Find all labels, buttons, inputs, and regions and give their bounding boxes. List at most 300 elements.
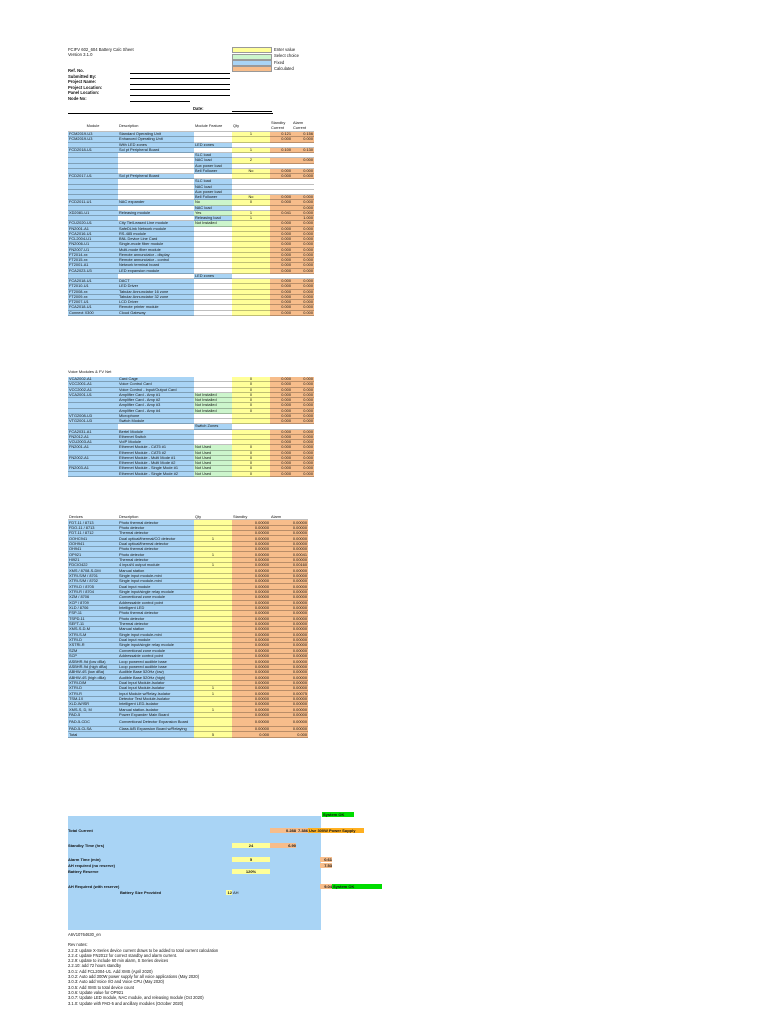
project-name-field[interactable] (130, 81, 230, 85)
module-feature: Bell Follower (194, 169, 232, 174)
module-description: Amplifier Card - Amp #2 (118, 398, 194, 403)
rev-note-line: 3.0.5: Add XMS to total device count (68, 984, 134, 990)
standby-current: 0.000 (270, 242, 292, 247)
device-description: Intelligent LED-Isolator (118, 702, 194, 707)
device-qty[interactable] (194, 718, 232, 727)
legend-swatch-choice (232, 54, 272, 60)
module-feature: NAC load (194, 158, 232, 163)
device-qty[interactable]: 5 (194, 732, 232, 737)
device-code: TSM-1X (68, 697, 118, 702)
module-description: LCD Driver (118, 300, 194, 305)
legend-swatch-calculated (232, 66, 272, 72)
device-code: XTRI-S/M / 8702 (68, 579, 118, 584)
alarm-current: 0.000 (292, 466, 314, 471)
col-qty: Qty (232, 120, 270, 132)
device-standby: 0.00000 (232, 595, 270, 600)
device-code: PAD-5-CLSA (68, 727, 118, 732)
alarm-current: 0.000 (292, 137, 314, 142)
ah-required-row (68, 884, 382, 889)
module-feature[interactable]: Not Installed (194, 398, 232, 403)
module-feature: Aux power load (194, 164, 232, 169)
device-code: PAD-5 (68, 713, 118, 718)
divider (68, 113, 273, 114)
alarm-current: 0.000 (292, 206, 314, 211)
device-alarm: 0.00000 (270, 579, 308, 584)
device-description: Photo thermal detector (118, 520, 194, 525)
device-code: FSP-11 (68, 611, 118, 616)
standby-current: 0.000 (270, 419, 292, 424)
module-code: FT2015-xx (68, 258, 118, 263)
alarm-current: 0.000 (292, 403, 314, 408)
col-description: Description (118, 120, 194, 132)
standby-current: 0.121 (270, 132, 292, 137)
standby-current: 0.000 (270, 263, 292, 268)
module-qty[interactable]: 2 (232, 158, 270, 163)
device-code: SCP (68, 654, 118, 659)
module-qty[interactable]: 0 (232, 456, 270, 461)
legend-swatch-enter (232, 47, 272, 53)
standby-current: 0.000 (270, 279, 292, 284)
device-alarm: 0.00000 (270, 617, 308, 622)
module-qty[interactable]: 0 (232, 409, 270, 414)
module-description: Sol pt Peripheral Board (118, 148, 194, 153)
module-feature: Aux power load (194, 190, 232, 195)
module-code: VCU2003-A1 (68, 440, 118, 445)
alarm-current: 0.000 (292, 393, 314, 398)
node-no-label: Node No: (68, 95, 87, 101)
device-code: SZM (68, 649, 118, 654)
device-alarm: 0.00000 (270, 611, 308, 616)
device-code: OH941 (68, 547, 118, 552)
module-qty[interactable]: 1 (232, 216, 270, 221)
submitted-by-field[interactable] (130, 75, 230, 79)
alarm-current: 0.000 (292, 221, 314, 226)
device-description: Loop powered audible base (118, 659, 194, 664)
module-description: LED expansion module (118, 269, 194, 274)
module-feature[interactable]: Not Used (194, 466, 232, 471)
device-standby: 0.00000 (232, 665, 270, 670)
standby-current: 0.000 (270, 445, 292, 450)
device-standby: 0.00000 (232, 654, 270, 659)
device-alarm: 0.00041 (270, 552, 308, 557)
device-code: ASBHR-9d (high dBa) (68, 665, 118, 670)
col-module: Module (68, 120, 118, 132)
ah-reserve-label: AH required (no reserve) (68, 862, 115, 868)
standby-current: 0.000 (270, 253, 292, 258)
device-standby: 0.00000 (232, 659, 270, 664)
device-code: ASBHR-9d (low dBa) (68, 659, 118, 664)
module-feature: SLC load (194, 179, 232, 184)
device-alarm: 0.00000 (270, 697, 308, 702)
alarm-current: 0.000 (292, 388, 314, 393)
module-feature: Bell Follower (194, 195, 232, 200)
module-code: FCA2023-U3 (68, 269, 118, 274)
legend-item: Fixed (232, 60, 299, 66)
sheet-title: FCIFV 602_604 Battery Calc Sheet (68, 47, 134, 52)
battery-size-input[interactable]: 12 (227, 890, 232, 895)
module-feature[interactable]: Not Installed (194, 221, 232, 226)
alarm-current: 0.000 (292, 456, 314, 461)
module-code: FN2002-A1 (68, 456, 118, 461)
device-alarm: 0.00160 (270, 563, 308, 568)
module-qty[interactable]: 0 (232, 398, 270, 403)
standby-time-label: Standby Time (hrs) (68, 842, 105, 848)
standby-current: 0.000 (270, 435, 292, 440)
module-code: FCA2031-A1 (68, 430, 118, 435)
device-description: Single input/single relay module (118, 643, 194, 648)
alarm-current: 0.000 (292, 242, 314, 247)
standby-current: 0.000 (270, 237, 292, 242)
device-description: Manual station-Isolator (118, 707, 194, 712)
device-description: Thermal detector (118, 531, 194, 536)
standby-ah-value: 6.90 (270, 843, 296, 848)
device-code: ABHW-4S (low dBa) (68, 670, 118, 675)
device-alarm: 0.00000 (270, 526, 308, 531)
device-description: Single input module-mini (118, 633, 194, 638)
module-qty[interactable]: 0 (232, 466, 270, 471)
alarm-current: 0.000 (292, 419, 314, 424)
device-description: Dual optical/thermal detector (118, 542, 194, 547)
device-description: Single input/single relay module (118, 590, 194, 595)
rev-note-line: 3.0.7: Update LED module, NAC module, and releasing module (Oct 2020) (68, 995, 204, 1001)
module-description: NAC expander (118, 200, 194, 205)
rev-note-line: 3.0.6: Update value for OP921 (68, 989, 124, 995)
alarm-current: 0.000 (292, 440, 314, 445)
module-description: Cloud Gateway (118, 311, 194, 316)
col-device-qty: Qty (194, 515, 232, 520)
standby-current: 0.000 (270, 300, 292, 305)
device-code: XTRI-S/M / 8701 (68, 574, 118, 579)
module-row (68, 472, 314, 477)
voice-section-title: Voice Modules & FV Net (68, 369, 112, 374)
col-device-alarm: Alarm (270, 515, 308, 520)
device-description: Dual input module (118, 638, 194, 643)
module-feature: LED zones (194, 274, 232, 279)
device-alarm: 0.00000 (270, 595, 308, 600)
device-standby: 0.00000 (232, 627, 270, 632)
device-alarm: 0.00000 (270, 727, 308, 732)
battery-size-row (68, 890, 239, 895)
device-code: XTRI-D/M (68, 681, 118, 686)
standby-current: 0.000 (270, 248, 292, 253)
standby-current: 0.000 (270, 269, 292, 274)
device-alarm: 0.00000 (270, 707, 308, 712)
module-feature[interactable]: Yes (194, 211, 232, 216)
module-qty[interactable]: No (232, 169, 270, 174)
module-code: FT2008-xx (68, 290, 118, 295)
module-code: VTG2008-U3 (68, 414, 118, 419)
module-feature[interactable]: Not Used (194, 472, 232, 477)
device-alarm: 0.00000 (270, 713, 308, 718)
module-code: FN2003-A1 (68, 466, 118, 471)
module-code: FCM2019-U3 (68, 132, 118, 137)
device-description: Conventional zone module (118, 649, 194, 654)
project-name-label: Project Name: (68, 79, 97, 85)
module-qty[interactable] (232, 311, 270, 316)
device-description: 4 input/4 output module (118, 563, 194, 568)
device-description: Audible Base 520Hz (high) (118, 675, 194, 680)
module-table-header (68, 120, 314, 132)
node-no-field[interactable] (130, 98, 190, 102)
module-code: FCM2019-U3 (68, 137, 118, 142)
device-code: XMS-S-D-M (68, 627, 118, 632)
module-description: Voice Control - Input/Output Card (118, 388, 194, 393)
alarm-current: 0.000 (292, 227, 314, 232)
module-qty[interactable]: 0 (232, 388, 270, 393)
alarm-minutes-input[interactable]: 5 (232, 857, 270, 862)
device-description: Single input module-mini (118, 579, 194, 584)
module-description: Switch Module (118, 419, 194, 424)
module-qty[interactable]: 0 (232, 200, 270, 205)
device-row (68, 718, 308, 727)
module-feature: LED zones (194, 143, 232, 148)
module-description: Tabular Annunciator 32 zone (118, 295, 194, 300)
project-location-field[interactable] (130, 86, 230, 90)
alarm-current: 0.000 (292, 295, 314, 300)
device-description: Single input module-mini (118, 574, 194, 579)
device-description: Conventional zone module (118, 595, 194, 600)
legend-item: Enter value (232, 47, 299, 53)
device-standby: 0.00000 (232, 718, 270, 727)
device-alarm: 0.00000 (270, 536, 308, 541)
module-description: Ethernet Module - CAT5 #1 (118, 445, 194, 450)
device-standby: 0.00000 (232, 611, 270, 616)
col-device-standby: Standby (232, 515, 270, 520)
device-standby: 0.00000 (232, 531, 270, 536)
alarm-time-row (68, 857, 332, 862)
standby-current: 0.000 (270, 466, 292, 471)
device-standby: 0.00000 (232, 563, 270, 568)
device-description: Loop powered audible base (118, 665, 194, 670)
device-description: Manual station (118, 568, 194, 573)
standby-current: 0.000 (270, 472, 292, 477)
module-description: Amplifier Card - Amp #3 (118, 403, 194, 408)
module-qty[interactable]: 0 (232, 472, 270, 477)
module-qty[interactable]: 0 (232, 382, 270, 387)
battery-size-label: Battery Size Provided (120, 889, 162, 895)
module-feature[interactable]: Not Installed (194, 393, 232, 398)
device-code: SEFT-11 (68, 622, 118, 627)
ah-required-label: AH Required (with reserve) (68, 883, 120, 889)
device-alarm: 0.00000 (270, 654, 308, 659)
standby-current: 0.000 (270, 284, 292, 289)
device-standby: 0.00000 (232, 542, 270, 547)
module-code: FT2010-U1 (68, 284, 118, 289)
total-current-label: Total Current (68, 827, 93, 833)
device-description: Photo detector (118, 617, 194, 622)
module-feature[interactable]: No (194, 200, 232, 205)
rev-note-line: 3.1.0: Update with PAD-5 and ancillary modules (October 2020) (68, 1000, 184, 1006)
device-qty[interactable]: 1 (194, 563, 232, 568)
device-qty[interactable]: 1 (194, 536, 232, 541)
standby-current: 0.000 (270, 174, 292, 179)
module-qty[interactable]: 1 (232, 132, 270, 137)
device-description: Photo detector (118, 526, 194, 531)
device-description: Addressable control point (118, 654, 194, 659)
alarm-ah-value: 0.61 (320, 857, 332, 862)
device-code: FDT-11 / 8713 (68, 520, 118, 525)
device-qty[interactable]: 1 (194, 691, 232, 696)
device-standby: 0.00000 (232, 526, 270, 531)
module-description: Card Cage (118, 377, 194, 382)
module-feature: NAC load (194, 185, 232, 190)
device-standby: 0.00000 (232, 686, 270, 691)
device-alarm: 0.00000 (270, 542, 308, 547)
device-code: XLD-W/ISR (68, 702, 118, 707)
alarm-current: 0.000 (292, 279, 314, 284)
voice-table (68, 377, 314, 477)
standby-current: 0.000 (270, 451, 292, 456)
module-code: FCD2011-U1 (68, 200, 118, 205)
alarm-current: 0.000 (292, 461, 314, 466)
device-standby: 0.00000 (232, 633, 270, 638)
device-alarm: 0.00000 (270, 659, 308, 664)
alarm-current: 0.000 (292, 435, 314, 440)
standby-current: 0.000 (270, 311, 292, 316)
device-alarm: 0.00000 (270, 718, 308, 727)
module-qty[interactable]: 0 (232, 393, 270, 398)
standby-current: 0.000 (270, 403, 292, 408)
panel-location-field[interactable] (130, 92, 230, 96)
device-description: Dual Input Module-Isolator (118, 681, 194, 686)
rev-note-line: 3.0.2: Auto add 300W power supply for all voice applications (May 2020) (68, 974, 200, 980)
standby-hours-input[interactable]: 24 (232, 843, 270, 848)
module-description: Amplifier Card - Amp #1 (118, 393, 194, 398)
device-table (68, 515, 308, 738)
standby-current: 0.000 (270, 137, 292, 142)
battery-reserve-input[interactable]: 120% (232, 869, 270, 874)
alarm-current: 1.000 (292, 216, 314, 221)
standby-current: 0.000 (270, 169, 292, 174)
battery-reserve-label: Battery Reserve (68, 868, 99, 874)
project-location-label: Project Location: (68, 84, 103, 90)
module-qty[interactable]: 0 (232, 403, 270, 408)
alarm-current: 0.000 (292, 200, 314, 205)
module-description: Ethernet Module - Single Mode #2 (118, 472, 194, 477)
module-description: With LED zones (118, 143, 194, 148)
device-description: Addressable control point (118, 601, 194, 606)
module-code: FCA2018-U1 (68, 305, 118, 310)
device-status-badge: System OK (322, 812, 354, 817)
ref-no-field[interactable] (130, 70, 230, 74)
device-standby: 0.00000 (232, 601, 270, 606)
device-description: Intelligent LED (118, 606, 194, 611)
device-qty[interactable]: 1 (194, 707, 232, 712)
module-feature[interactable]: Not Used (194, 456, 232, 461)
module-feature[interactable]: Not Installed (194, 403, 232, 408)
device-code: PAD-5-CDC (68, 718, 118, 727)
device-code: XLD / 8706 (68, 606, 118, 611)
device-qty[interactable]: 1 (194, 686, 232, 691)
alarm-current: 0.000 (292, 382, 314, 387)
module-feature[interactable]: Not Used (194, 451, 232, 456)
device-description: Input Module w/Relay-Isolator (118, 691, 194, 696)
device-standby: 0.00000 (232, 697, 270, 702)
module-code: VCA2002-A1 (68, 377, 118, 382)
module-description: LED Driver (118, 284, 194, 289)
standby-current: 0.100 (270, 148, 292, 153)
module-qty[interactable]: 1 (232, 148, 270, 153)
rev-note-line: 2.2.4: update FN2012 for correct standby and alarm current. (68, 952, 177, 958)
rev-note-line: 2.2.10: add 72 hours standby (68, 963, 122, 969)
module-description: Remote annunciator - display (118, 253, 194, 258)
module-code: FT2001-A1 (68, 263, 118, 268)
device-code: XTRI-D / 8705 (68, 584, 118, 589)
device-alarm: 0.00000 (270, 531, 308, 536)
device-standby: 0.00000 (232, 638, 270, 643)
module-feature: SLC load (194, 153, 232, 158)
ah-reserve-row (68, 863, 332, 868)
legend-item: Calculated (232, 66, 299, 72)
standby-current: 0.000 (270, 461, 292, 466)
device-standby: 0.00000 (232, 606, 270, 611)
module-description: DACT (118, 279, 194, 284)
module-description: Ethernet Switch (118, 435, 194, 440)
device-description: Dual Input Module-Isolator (118, 686, 194, 691)
module-code: VCC2002-A1 (68, 388, 118, 393)
date-field[interactable] (232, 111, 272, 112)
document-id: A6V10764630_en (68, 932, 101, 937)
standby-current: 0.041 (270, 211, 292, 216)
alarm-current: 0.000 (292, 169, 314, 174)
device-code: FDT-11 / 8712 (68, 531, 118, 536)
module-feature (194, 311, 232, 316)
module-description: SafeDLink Network module (118, 227, 194, 232)
device-alarm: 0.00000 (270, 702, 308, 707)
device-description: Photo detector (118, 552, 194, 557)
module-feature[interactable]: Not Used (194, 445, 232, 450)
module-qty[interactable]: 0 (232, 461, 270, 466)
standby-current: 0.000 (270, 200, 292, 205)
device-qty[interactable]: 1 (194, 552, 232, 557)
device-standby: 0.00000 (232, 727, 270, 732)
device-alarm: 0.00000 (270, 649, 308, 654)
module-code: Connect X300 (68, 311, 118, 316)
col-device-description: Description (118, 515, 194, 520)
module-qty[interactable]: No (232, 195, 270, 200)
alarm-current: 0.000 (292, 158, 314, 163)
device-standby: 0.00000 (232, 622, 270, 627)
module-qty[interactable]: 1 (232, 211, 270, 216)
module-feature[interactable]: Not Used (194, 461, 232, 466)
device-standby: 0.00000 (232, 547, 270, 552)
alarm-current: 0.000 (292, 195, 314, 200)
module-code: FCU2020-U1 (68, 221, 118, 226)
rev-notes-title: Rev notes: (68, 942, 88, 948)
device-code: XMS-S, D, M (68, 707, 118, 712)
device-description: Dual input module (118, 584, 194, 589)
module-feature[interactable]: Not Installed (194, 409, 232, 414)
device-code: ABHW-4S (high dBa) (68, 675, 118, 680)
legend-item: Select choice (232, 53, 299, 59)
module-description: Ethernet Module - CAT5 #2 (118, 451, 194, 456)
device-code: OOHC941 (68, 536, 118, 541)
module-qty[interactable]: 0 (232, 377, 270, 382)
device-standby: 0.00000 (232, 536, 270, 541)
device-code: XTRI-D (68, 686, 118, 691)
module-code: VTG2001-U3 (68, 419, 118, 424)
device-description (118, 732, 194, 737)
module-qty[interactable]: 0 (232, 451, 270, 456)
device-alarm: 0.00000 (270, 584, 308, 589)
alarm-current: 0.000 (292, 237, 314, 242)
alarm-current: 0.000 (292, 284, 314, 289)
ah-required-value: 9.04 (320, 884, 332, 889)
device-description: Dual optical/thermal/CO detector (118, 536, 194, 541)
col-devices: Devices (68, 515, 118, 520)
module-qty[interactable]: 0 (232, 445, 270, 450)
device-alarm: 0.00000 (270, 638, 308, 643)
